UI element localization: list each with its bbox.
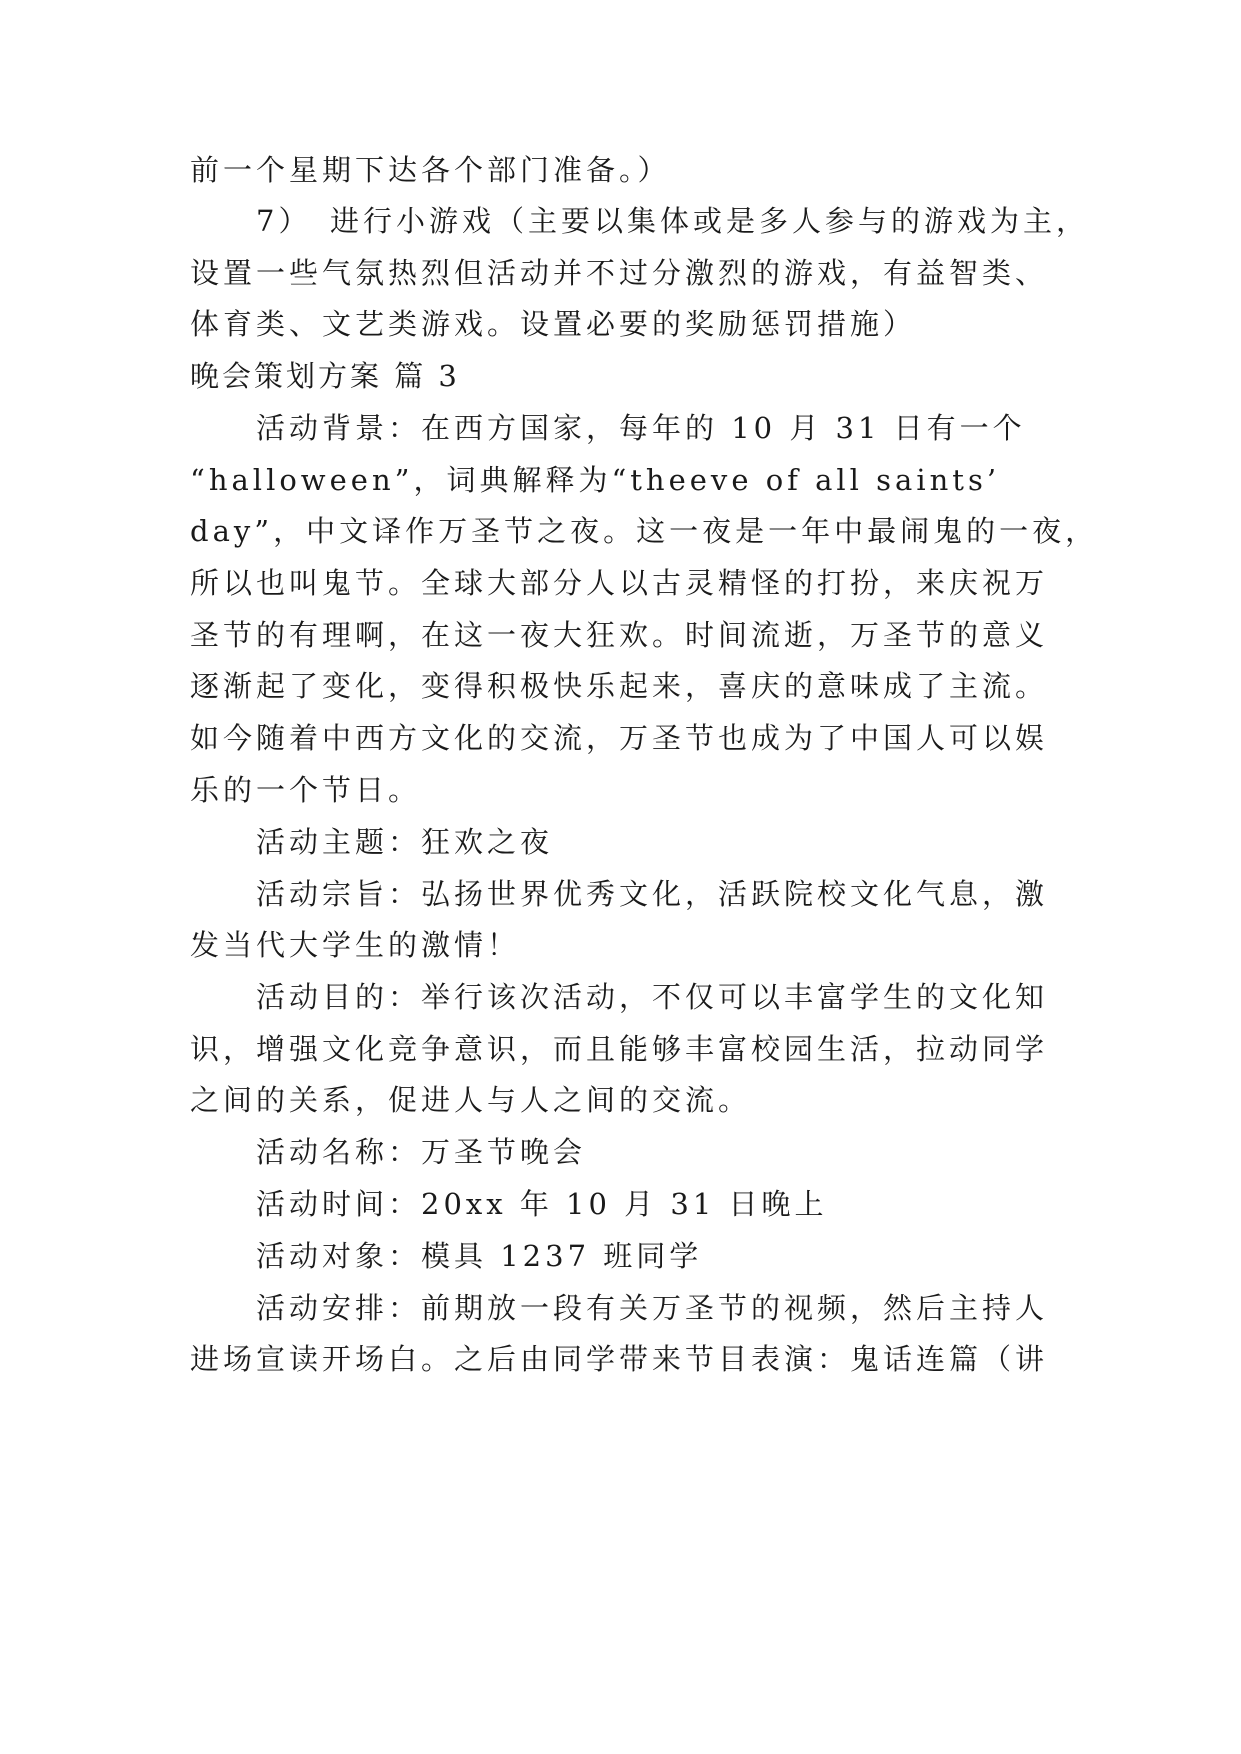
paragraph-line: 7） 进行小游戏（主要以集体或是多人参与的游戏为主， bbox=[256, 204, 1089, 238]
paragraph-line: “halloween”，词典解释为“theeve of all saints’ bbox=[190, 463, 1001, 497]
paragraph-line: 活动时间：20xx 年 10 月 31 日晚上 bbox=[256, 1187, 828, 1221]
paragraph-line: 活动名称：万圣节晚会 bbox=[256, 1135, 587, 1169]
paragraph-line: 圣节的有理啊，在这一夜大狂欢。时间流逝，万圣节的意义 bbox=[190, 618, 1049, 652]
paragraph-line: 活动目的：举行该次活动，不仅可以丰富学生的文化知 bbox=[256, 980, 1049, 1014]
paragraph-line: 逐渐起了变化，变得积极快乐起来，喜庆的意味成了主流。 bbox=[190, 669, 1049, 703]
paragraph-line: 乐的一个节日。 bbox=[190, 773, 422, 807]
paragraph-line: 体育类、文艺类游戏。设置必要的奖励惩罚措施） bbox=[190, 307, 917, 341]
paragraph-line: 识，增强文化竞争意识，而且能够丰富校园生活，拉动同学 bbox=[190, 1032, 1049, 1066]
section-heading: 晚会策划方案 篇 3 bbox=[190, 359, 460, 393]
paragraph-line: 进场宣读开场白。之后由同学带来节目表演：鬼话连篇（讲 bbox=[190, 1342, 1049, 1376]
paragraph-line: 如今随着中西方文化的交流，万圣节也成为了中国人可以娱 bbox=[190, 721, 1049, 755]
paragraph-line: 活动主题：狂欢之夜 bbox=[256, 825, 554, 859]
paragraph-line: 前一个星期下达各个部门准备。） bbox=[190, 153, 671, 187]
paragraph-line: 之间的关系，促进人与人之间的交流。 bbox=[190, 1083, 752, 1117]
paragraph-line: 活动安排：前期放一段有关万圣节的视频，然后主持人 bbox=[256, 1291, 1049, 1325]
paragraph-line: 活动宗旨：弘扬世界优秀文化，活跃院校文化气息，激 bbox=[256, 877, 1049, 911]
paragraph-line: 活动背景：在西方国家，每年的 10 月 31 日有一个 bbox=[256, 411, 1026, 445]
paragraph-line: 活动对象：模具 1237 班同学 bbox=[256, 1239, 703, 1273]
paragraph-line: 发当代大学生的激情！ bbox=[190, 928, 521, 962]
paragraph-line: 所以也叫鬼节。全球大部分人以古灵精怪的打扮，来庆祝万 bbox=[190, 566, 1049, 600]
paragraph-line: 设置一些气氛热烈但活动并不过分激烈的游戏，有益智类、 bbox=[190, 256, 1049, 290]
paragraph-line: day”，中文译作万圣节之夜。这一夜是一年中最闹鬼的一夜， bbox=[190, 514, 1099, 548]
